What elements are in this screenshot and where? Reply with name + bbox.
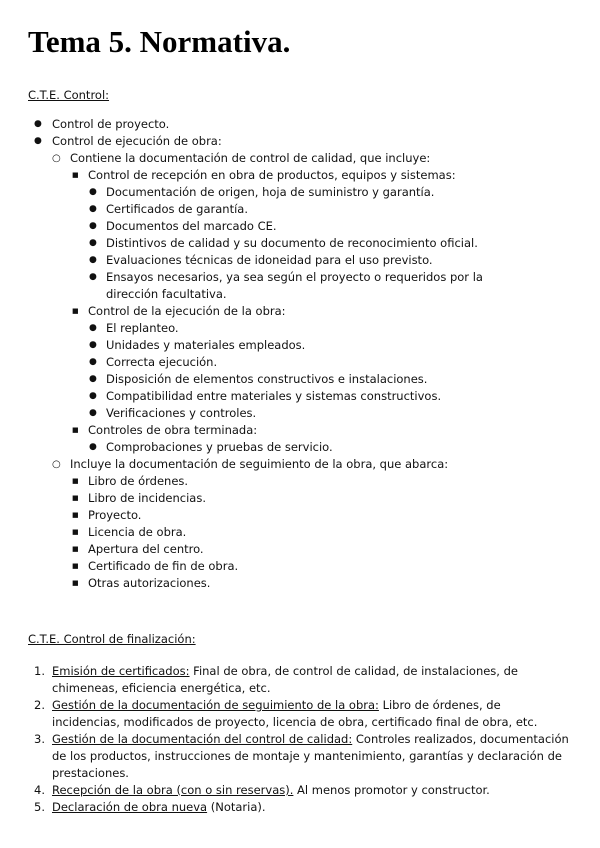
sublist: [70, 167, 572, 456]
sublist: [88, 184, 572, 303]
list-item: ■ Control de la ejecución de la obra: ● El replanteo. ● Unidades y materiales empleados. ● Correcta ejecución. ● Disposición de elementos constructivos e instalaciones. ● Compatibilidad entre materiales y sistemas constructivos. ● Verificaciones y controles.: [88, 303, 572, 422]
list-item: ● El replanteo.: [106, 320, 572, 337]
list-item: ■ Certificado de fin de obra.: [88, 558, 572, 575]
section-heading-control: C.T.E. Control:: [28, 88, 110, 102]
list-item: ● Distintivos de calidad y su documento de reconocimiento oficial.: [106, 235, 572, 252]
sublist: [52, 150, 572, 592]
list-item: ● Verificaciones y controles.: [106, 405, 572, 422]
item-label: Declaración de obra nueva: [52, 800, 208, 814]
list-item: [34, 799, 572, 816]
control-list: [52, 116, 572, 592]
sublist: [88, 439, 572, 456]
list-item: [34, 731, 572, 782]
list-item: ■ Control de recepción en obra de productos, equipos y sistemas: ● Documentación de origen, hoja de suministro y garantía. ● Certificados de garantía. ● Documentos del marcado CE. ● Distintivos de calidad y su documento de reconocimiento oficial. ● Evaluaciones técnicas de idoneidad para el uso previsto. ● Ensayos necesarios, ya sea según el proyecto o requeridos por la dirección facultativa.: [88, 167, 572, 303]
list-item: ● Evaluaciones técnicas de idoneidad para el uso previsto.: [106, 252, 572, 269]
item-label: Gestión de la documentación de seguimiento de la obra:: [52, 698, 379, 712]
list-item: ● Compatibilidad entre materiales y sistemas constructivos.: [106, 388, 572, 405]
item-number: 4.: [34, 783, 45, 797]
sublist: [70, 473, 572, 592]
list-item: ● Ensayos necesarios, ya sea según el proyecto o requeridos por la dirección facultativa.: [106, 269, 536, 303]
list-item: ● Documentos del marcado CE.: [106, 218, 572, 235]
list-item: ○ Incluye la documentación de seguimiento de la obra, que abarca: ■ Libro de órdenes. ■ Libro de incidencias. ■ Proyecto. ■ Licencia de obra. ■ Apertura del centro. ■ Certificado de fin de obra. ■ Otras autorizaciones.: [70, 456, 572, 592]
section-heading-finalizacion: C.T.E. Control de finalización:: [28, 632, 196, 646]
item-label: Gestión de la documentación del control de calidad:: [52, 732, 353, 746]
list-item: ■ Controles de obra terminada: ● Comprobaciones y pruebas de servicio.: [88, 422, 572, 456]
page-title: Tema 5. Normativa.: [28, 24, 291, 59]
list-item: ● Correcta ejecución.: [106, 354, 572, 371]
list-item: ● Control de proyecto.: [52, 116, 572, 133]
finalizacion-list: [34, 663, 572, 816]
list-item: ● Certificados de garantía.: [106, 201, 572, 218]
item-text: Libro de órdenes, de incidencias, modificados de proyecto, licencia de obra, certificado final de obra, etc.: [52, 698, 538, 729]
list-item: [34, 663, 572, 697]
list-item: ● Unidades y materiales empleados.: [106, 337, 572, 354]
list-item: ● Comprobaciones y pruebas de servicio.: [106, 439, 572, 456]
list-item: [34, 782, 572, 799]
item-number: 1.: [34, 664, 45, 678]
list-item: ■ Licencia de obra.: [88, 524, 572, 541]
item-number: 2.: [34, 698, 45, 712]
list-item: ■ Apertura del centro.: [88, 541, 572, 558]
item-number: 3.: [34, 732, 45, 746]
sublist: [88, 320, 572, 422]
list-item: ● Documentación de origen, hoja de suministro y garantía.: [106, 184, 572, 201]
item-label: Recepción de la obra (con o sin reservas).: [52, 783, 294, 797]
list-item: ■ Otras autorizaciones.: [88, 575, 572, 592]
list-item: ○ Contiene la documentación de control de calidad, que incluye: ■ Control de recepción en obra de productos, equipos y sistemas: ● Documentación de origen, hoja de suministro y garantía. ● Certificados de garantía. ● Documentos del marcado CE. ● Distintivos de calidad y su documento de reconocimiento oficial. ● Evaluaciones técnicas de idoneidad para el uso previsto. ● Ensayos necesarios, ya sea según el proyecto o requeridos por la dirección facultativa. ■ Control de la ejecución de la obra: ● El replanteo. ● Unidades y materiales empleados. ● Correcta ejecución. ● Disposición de elementos constructivos e instalaciones. ● Compatibilidad entre materiales y sistemas constructivos. ● Verificaciones y controles. ■ Controles de obra terminada: ● Comprobaciones y pruebas de servicio.: [70, 150, 572, 456]
list-item: ● Disposición de elementos constructivos e instalaciones.: [106, 371, 572, 388]
list-item: ● Control de ejecución de obra: ○ Contiene la documentación de control de calidad, que incluye: ■ Control de recepción en obra de productos, equipos y sistemas: ● Documentación de origen, hoja de suministro y garantía. ● Certificados de garantía. ● Documentos del marcado CE. ● Distintivos de calidad y su documento de reconocimiento oficial. ● Evaluaciones técnicas de idoneidad para el uso previsto. ● Ensayos necesarios, ya sea según el proyecto o requeridos por la dirección facultativa. ■ Control de la ejecución de la obra: ● El replanteo. ● Unidades y materiales empleados. ● Correcta ejecución. ● Disposición de elementos constructivos e instalaciones. ● Compatibilidad entre materiales y sistemas constructivos. ● Verificaciones y controles. ■ Controles de obra terminada: ● Comprobaciones y pruebas de servicio. ○ Incluye la documentación de seguimiento de la obra, que abarca: ■ Libro de órdenes. ■ Libro de incidencias. ■ Proyecto. ■ Licencia de obra. ■ Apertura del centro. ■ Certificado de fin de obra. ■ Otras autorizaciones.: [52, 133, 572, 592]
item-number: 5.: [34, 800, 45, 814]
item-text: Controles realizados, documentación de los productos, instrucciones de montaje y mantenimiento, garantías y declaración de prestaciones.: [52, 732, 569, 780]
list-item: [34, 697, 572, 731]
list-item: ■ Proyecto.: [88, 507, 572, 524]
item-text: (Notaria).: [207, 800, 266, 814]
item-text: Final de obra, de control de calidad, de instalaciones, de chimeneas, eficiencia energética, etc.: [52, 664, 518, 695]
item-text: Al menos promotor y constructor.: [293, 783, 490, 797]
list-item: ■ Libro de órdenes.: [88, 473, 572, 490]
list-item: ■ Libro de incidencias.: [88, 490, 572, 507]
item-label: Emisión de certificados:: [52, 664, 190, 678]
